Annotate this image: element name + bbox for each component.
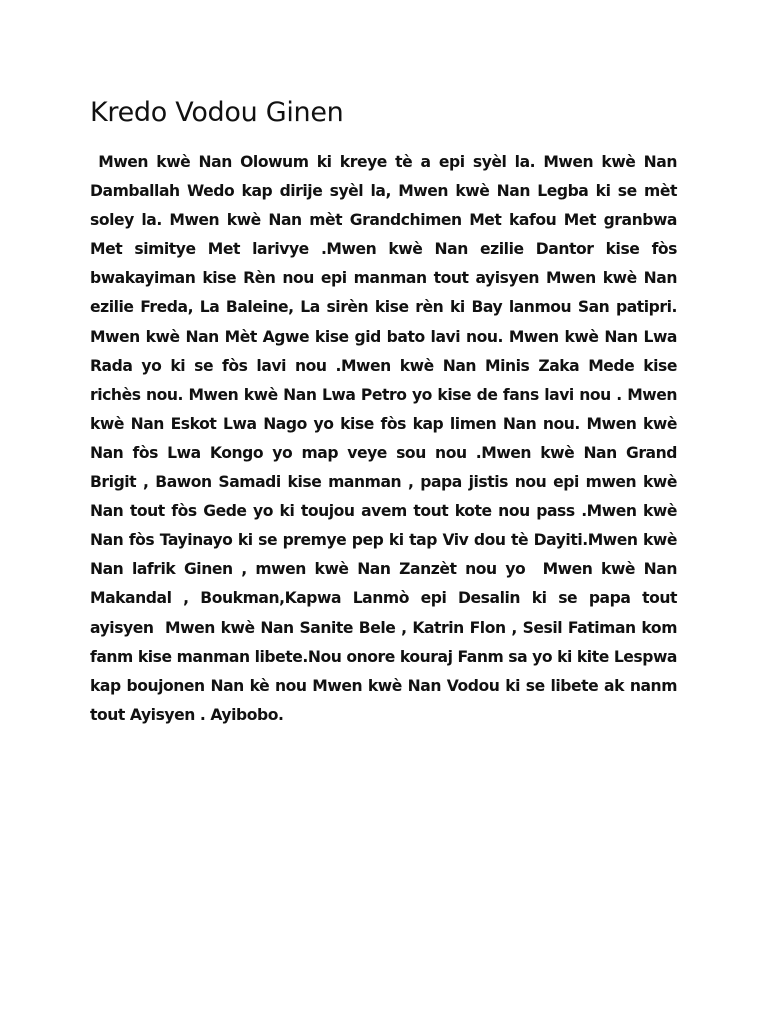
document-title: Kredo Vodou Ginen	[90, 97, 344, 128]
document-body-paragraph: Mwen kwè Nan Olowum ki kreye tè a epi syèl la. Mwen kwè Nan Damballah Wedo kap dirije syèl la, Mwen kwè Nan Legba ki se mèt soley la. Mwen kwè Nan mèt Grandchimen Met kafou Met granbwa Met simitye Met larivye .Mwen kwè Nan ezilie Dantor kise fòs bwakayiman kise Rèn nou epi manman tout ayisyen Mwen kwè Nan ezilie Freda, La Baleine, La sirèn kise rèn ki Bay lanmou San patipri. Mwen kwè Nan Mèt Agwe kise gid bato lavi nou. Mwen kwè Nan Lwa Rada yo ki se fòs lavi nou .Mwen kwè Nan Minis Zaka Mede kise richès nou. Mwen kwè Nan Lwa Petro yo kise de fans lavi nou . Mwen kwè Nan Eskot Lwa Nago yo kise fòs kap limen Nan nou. Mwen kwè Nan fòs Lwa Kongo yo map veye sou nou .Mwen kwè Nan Grand Brigit , Bawon Samadi kise manman , papa jistis nou epi mwen kwè Nan tout fòs Gede yo ki toujou avem tout kote nou pass .Mwen kwè Nan fòs Tayinayo ki se premye pep ki tap Viv dou tè Dayiti.Mwen kwè Nan lafrik Ginen , mwen kwè Nan Zanzèt nou yo Mwen kwè Nan Makandal , Boukman,Kapwa Lanmò epi Desalin ki se papa tout ayisyen Mwen kwè Nan Sanite Bele , Katrin Flon , Sesil Fatiman kom fanm kise manman libete.Nou onore kouraj Fanm sa yo ki kite Lespwa kap boujonen Nan kè nou Mwen kwè Nan Vodou ki se libete ak nanm tout Ayisyen . Ayibobo.	[90, 153, 682, 724]
